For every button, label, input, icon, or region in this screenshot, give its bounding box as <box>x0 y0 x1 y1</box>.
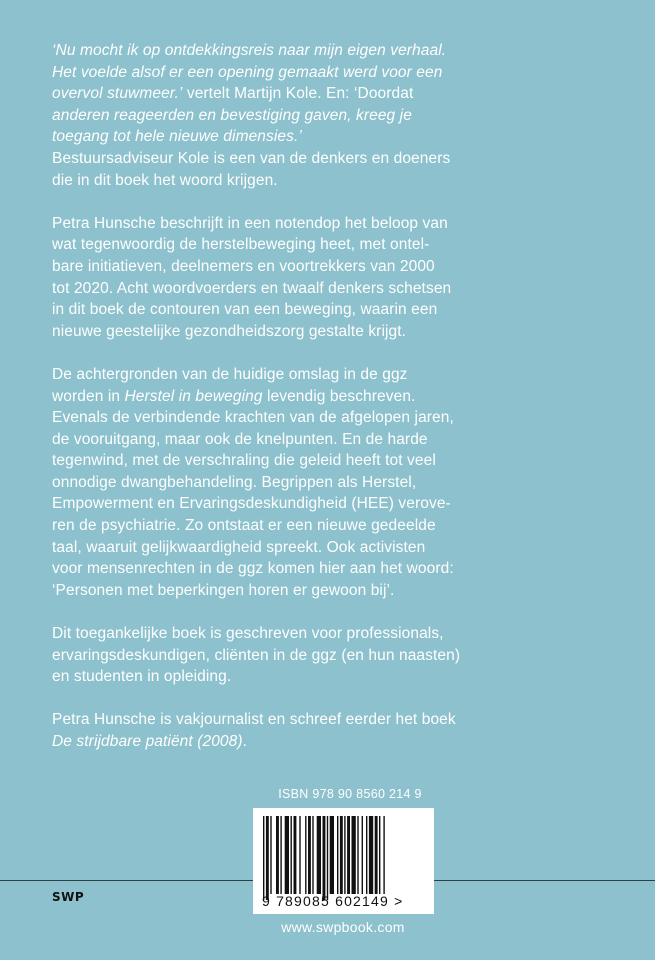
text-line: en studenten in opleiding. <box>52 668 232 686</box>
text-line: ‘Personen met beperkingen horen er gewoon bij’. <box>52 581 395 599</box>
barcode-bar <box>352 816 356 894</box>
text-line: voor mensenrechten in de ggz komen hier aan het woord: <box>52 560 454 578</box>
paragraph-3 <box>52 364 622 602</box>
barcode-bar <box>347 816 350 894</box>
text-line: De achtergronden van de huidige omslag in de ggz <box>52 365 408 383</box>
earlier-book-title: De strijdbare patiënt (2008) <box>52 733 243 750</box>
barcode-bar <box>337 816 338 894</box>
barcode-bar <box>383 816 384 894</box>
text-line: in dit boek de contouren van een beweging, waarin een <box>52 301 438 319</box>
text-line: Evenals de verbindende krachten van de afgelopen jaren, <box>52 409 454 427</box>
quote-line: ‘Nu mocht ik op ontdekkingsreis naar mijn eigen verhaal. <box>52 42 447 59</box>
book-title-italic: Herstel in beweging <box>124 387 263 405</box>
barcode-bar <box>375 816 378 894</box>
text-line: Empowerment en Ervaringsdeskundigheid (HEE) verove- <box>52 495 451 513</box>
publisher-logo: SWP <box>52 890 85 904</box>
barcode-bar <box>330 816 334 894</box>
barcode-bar <box>362 816 363 894</box>
paragraph-2 <box>52 213 622 343</box>
text-line: Petra Hunsche is vakjournalist en schreef eerder het boek <box>52 711 456 729</box>
text-line: onnodige dwangbehandeling. Begrippen als Herstel, <box>52 473 417 491</box>
quote-paragraph <box>52 40 622 191</box>
quote-attribution: vertelt Martijn Kole. En: ‘Doordat <box>182 85 414 103</box>
text-span: . <box>242 733 248 750</box>
text-line: tot 2020. Acht woordvoerders en twaalf denkers schetsen <box>52 279 452 297</box>
isbn-label: ISBN 978 90 8560 214 9 <box>278 787 422 801</box>
barcode-bar <box>327 816 328 900</box>
text-line: taal, waaruit gelijkwaardigheid spreekt. Ook activisten <box>52 538 426 556</box>
barcode-bar <box>379 816 380 894</box>
author-bio <box>52 709 622 752</box>
barcode-bar <box>340 816 343 894</box>
text-line <box>52 731 622 753</box>
barcode-bar <box>294 816 297 894</box>
barcode-bar <box>305 816 306 894</box>
barcode-bar <box>299 816 300 894</box>
text-line: de vooruitgang, maar ook de knelpunten. En de harde <box>52 430 428 448</box>
barcode-bar <box>270 816 271 894</box>
quote-line <box>52 83 622 105</box>
quote-line: Het voelde alsof er een opening gemaakt werd voor een <box>52 63 443 81</box>
quote-line: Bestuursadviseur Kole is een van de denkers en doeners <box>52 149 451 167</box>
text-line: ervaringsdeskundigen, cliënten in de ggz (en hun naasten) <box>52 646 461 664</box>
barcode-bar <box>323 816 326 900</box>
text-line: ren de psychiatrie. Zo ontstaat er een nieuwe gedeelde <box>52 517 436 535</box>
text-line: wat tegenwoordig de herstelbeweging heet, met ontel- <box>52 236 430 254</box>
back-cover-text <box>52 40 622 774</box>
barcode-bar <box>312 816 313 894</box>
quote-line: anderen reageerden en bevestiging gaven, kreeg je <box>52 106 412 124</box>
barcode-bar <box>366 816 367 894</box>
website-url[interactable]: www.swpbook.com <box>281 919 405 935</box>
barcode-bar <box>266 816 269 900</box>
quote-italic: overvol stuwmeer.’ <box>52 85 183 103</box>
text-line: nieuwe geestelijke gezondheidszorg gestalte krijgt. <box>52 322 407 340</box>
barcode-bar <box>285 816 289 894</box>
barcode-bar <box>369 816 373 894</box>
barcode-bar <box>357 816 358 894</box>
text-span: worden in <box>52 387 125 405</box>
divider-line-right <box>434 880 655 881</box>
quote-line: die in dit boek het woord krijgen. <box>52 171 278 189</box>
barcode-bar <box>291 816 292 894</box>
barcode-bar <box>263 816 264 900</box>
barcode-bar <box>280 816 281 894</box>
divider-line-left <box>0 880 253 881</box>
text-line <box>52 386 622 408</box>
text-line: Dit toegankelijke boek is geschreven voor professionals, <box>52 625 444 643</box>
paragraph-4 <box>52 623 622 688</box>
barcode-digits: 9 789085 602149 > <box>262 893 404 909</box>
quote-line: toegang tot hele nieuwe dimensies.’ <box>52 128 302 146</box>
barcode-bar <box>344 816 345 894</box>
barcode-bar <box>317 816 321 894</box>
barcode-bar <box>276 816 279 894</box>
text-span: levendig beschreven. <box>262 387 416 405</box>
text-line: tegenwind, met de verschraling die geleid heeft tot veel <box>52 452 436 470</box>
barcode-bar <box>308 816 311 894</box>
text-line: Petra Hunsche beschrijft in een notendop het beloop van <box>52 214 448 232</box>
text-line: bare initiatieven, deelnemers en voortrekkers van 2000 <box>52 257 435 275</box>
